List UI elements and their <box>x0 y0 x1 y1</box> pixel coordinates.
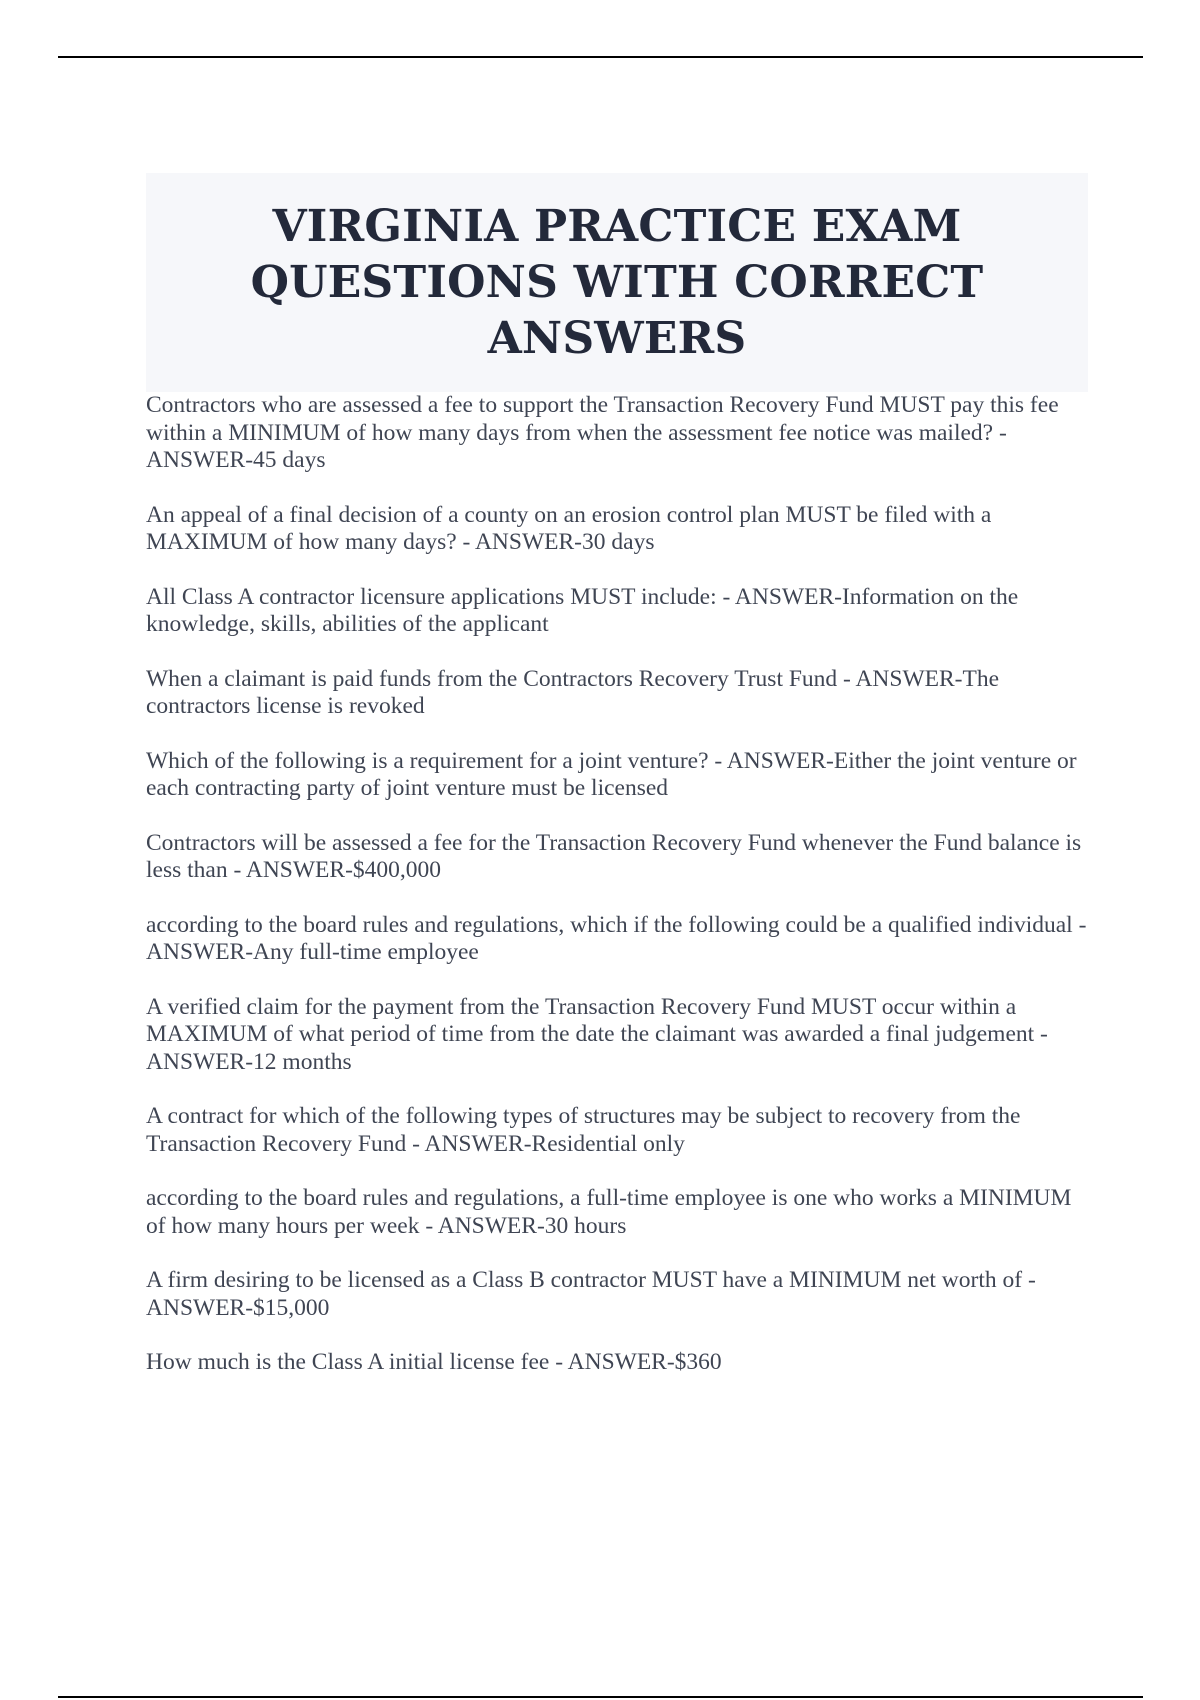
question-answer-list <box>146 392 1090 1404</box>
qa-item-3: All Class A contractor licensure applications MUST include: - ANSWER-Information on the knowledge, skills, abilities of the applicant <box>146 583 1019 637</box>
qa-item-6: Contractors will be assessed a fee for the Transaction Recovery Fund whenever the Fund balance is less than - ANSWER-$400,000 <box>146 829 1082 883</box>
qa-item-4: When a claimant is paid funds from the Contractors Recovery Trust Fund - ANSWER-The contractors license is revoked <box>146 665 1000 719</box>
qa-item-10: according to the board rules and regulations, a full-time employee is one who works a MINIMUM of how many hours per week - ANSWER-30 hours <box>146 1185 1072 1239</box>
qa-item-8: A verified claim for the payment from the Transaction Recovery Fund MUST occur within a MAXIMUM of what period of time from the date the claimant was awarded a final judgement - ANSWER-12 months <box>146 993 1048 1075</box>
qa-item-12: How much is the Class A initial license fee - ANSWER-$360 <box>146 1349 722 1375</box>
qa-item-7: according to the board rules and regulations, which if the following could be a qualified individual - ANSWER-Any full-time employee <box>146 911 1087 965</box>
qa-item-9: A contract for which of the following types of structures may be subject to recovery from the Transaction Recovery Fund - ANSWER-Residential only <box>146 1103 1021 1157</box>
top-divider <box>58 56 1143 58</box>
qa-item-5: Which of the following is a requirement for a joint venture? - ANSWER-Either the joint venture or each contracting party of joint venture must be licensed <box>146 747 1077 801</box>
bottom-divider <box>58 1696 1143 1698</box>
qa-item-1: Contractors who are assessed a fee to support the Transaction Recovery Fund MUST pay this fee within a MINIMUM of how many days from when the assessment fee notice was mailed? - ANSWER-45 days <box>146 392 1059 473</box>
qa-item-2: An appeal of a final decision of a county on an erosion control plan MUST be filed with a MAXIMUM of how many days? - ANSWER-30 days <box>146 501 992 555</box>
qa-item-11: A firm desiring to be licensed as a Class B contractor MUST have a MINIMUM net worth of - ANSWER-$15,000 <box>146 1267 1036 1321</box>
page-title: VIRGINIA PRACTICE EXAM QUESTIONS WITH CORRECT ANSWERS <box>250 200 984 364</box>
title-banner <box>146 173 1088 392</box>
